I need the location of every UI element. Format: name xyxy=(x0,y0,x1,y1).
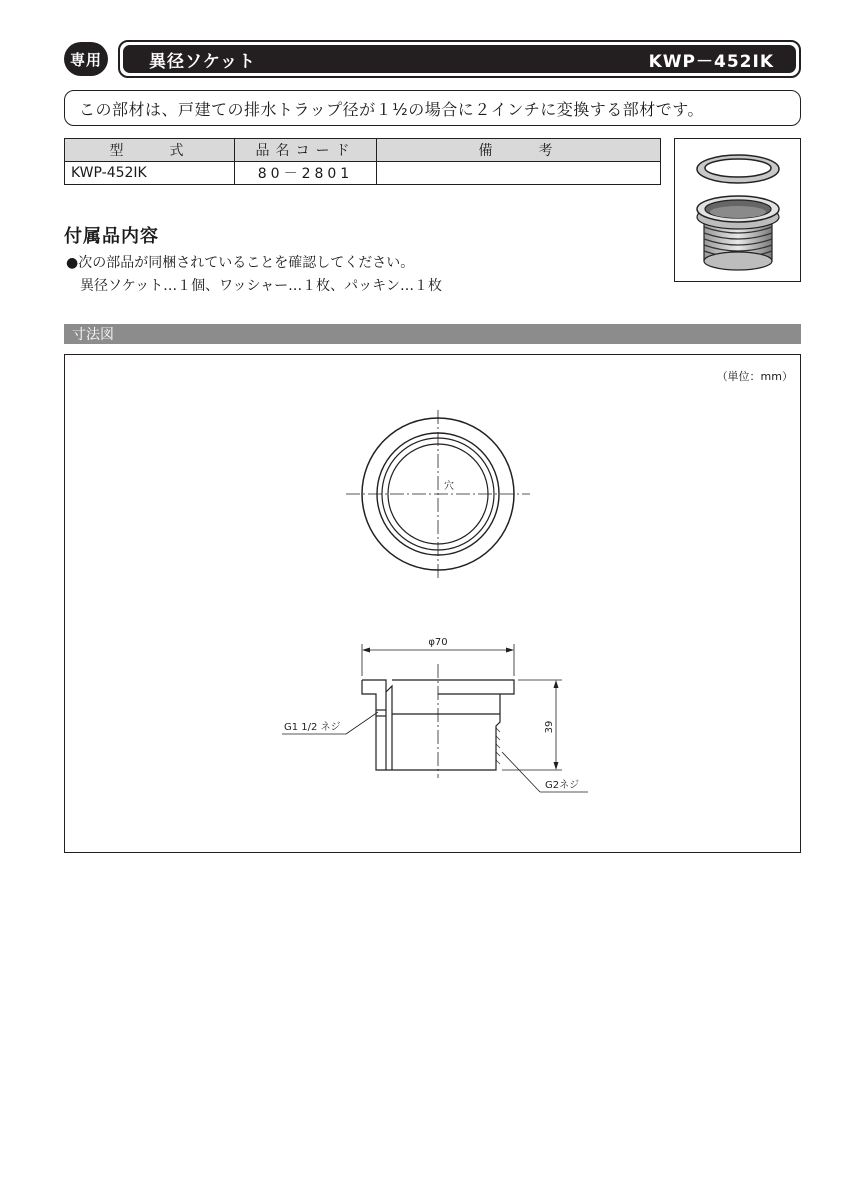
side-view xyxy=(362,664,514,778)
product-model: KWP－452IK xyxy=(648,51,774,72)
col-code: 品名コード xyxy=(235,139,377,162)
thread-large-label: G2ネジ xyxy=(545,780,580,791)
accessories-title: 付属品内容 xyxy=(64,226,159,247)
accessories-list: 異径ソケット…１個、ワッシャー…１枚、パッキン…１枚 xyxy=(80,278,443,294)
col-model: 型 式 xyxy=(65,139,235,162)
cell-code: 80－2801 xyxy=(235,162,377,185)
product-title: 異径ソケット xyxy=(149,51,256,72)
col-note: 備 考 xyxy=(377,139,661,162)
accessories-line1: 次の部品が同梱されていることを確認してください。 xyxy=(78,255,415,271)
top-view xyxy=(346,410,530,580)
hole-label: 穴 xyxy=(444,481,454,492)
exclusive-badge: 専用 xyxy=(64,42,108,76)
diameter-label: φ70 xyxy=(428,637,448,648)
thread-small-label: G1 1/2 ネジ xyxy=(284,722,341,733)
cell-model: KWP-452IK xyxy=(65,162,235,185)
dimension-section-title: 寸法図 xyxy=(64,324,801,344)
bullet-icon: ● xyxy=(66,255,79,271)
height-label: 39 xyxy=(544,720,555,734)
unit-label: （単位：mm） xyxy=(716,370,793,383)
product-description: この部材は、戸建ての排水トラップ径が１½の場合に２インチに変換する部材です。 xyxy=(64,90,801,126)
